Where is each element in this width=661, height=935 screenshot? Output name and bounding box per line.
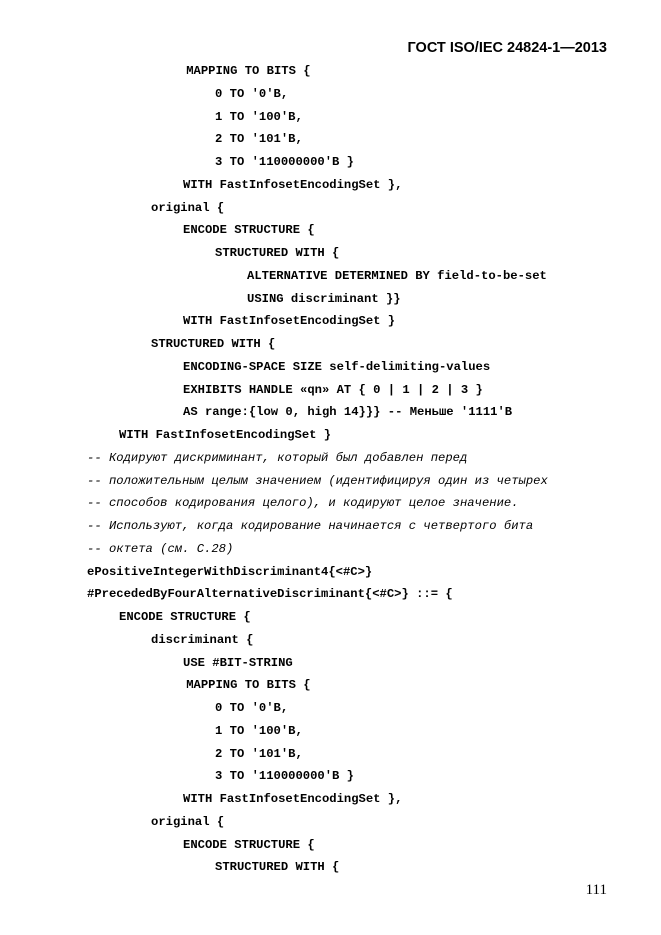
code-comment-line: -- положительным целым значением (идентифицируя один из четырех: [87, 473, 548, 488]
code-line: STRUCTURED WITH {: [151, 337, 276, 351]
code-line: 0 TO '0'B,: [215, 701, 289, 715]
code-line: WITH FastInfosetEncodingSet }: [119, 428, 332, 442]
code-line: ENCODE STRUCTURE {: [183, 837, 315, 852]
code-line: original {: [151, 814, 225, 829]
code-line: 0 TO '0'B,: [215, 86, 289, 101]
code-line: USING discriminant }}: [247, 291, 401, 306]
code-line: ENCODE STRUCTURE {: [119, 610, 251, 624]
code-line: ENCODE STRUCTURE {: [183, 223, 315, 238]
code-line: MAPPING TO BITS {: [186, 678, 311, 693]
code-comment-line: -- Используют, когда кодирование начинается с четвертого бита: [87, 519, 534, 533]
code-line: 1 TO '100'B,: [215, 723, 303, 738]
code-comment-line: -- Кодируют дискриминант, который был добавлен перед: [87, 450, 468, 465]
code-line: AS range:{low 0, high 14}}} -- Меньше '1111'B: [183, 405, 513, 420]
code-line: 3 TO '110000000'B }: [215, 769, 354, 784]
code-line: discriminant {: [151, 632, 254, 647]
code-line: STRUCTURED WITH {: [215, 860, 340, 875]
code-line: 2 TO '101'B,: [215, 132, 303, 147]
code-line: ePositiveIntegerWithDiscriminant4{<#C>}: [87, 564, 373, 579]
code-line: WITH FastInfosetEncodingSet }: [183, 314, 396, 329]
code-line: EXHIBITS HANDLE «qn» AT { 0 | 1 | 2 | 3 }: [183, 382, 483, 397]
code-comment-line: -- способов кодирования целого), и кодируют целое значение.: [87, 496, 519, 511]
code-line: #PrecededByFourAlternativeDiscriminant{<#C>} ::= {: [87, 587, 453, 602]
code-line: 1 TO '100'B,: [215, 109, 303, 124]
code-listing: [87, 60, 621, 879]
code-line: 3 TO '110000000'B }: [215, 155, 354, 169]
code-line: original {: [151, 200, 225, 215]
code-line: WITH FastInfosetEncodingSet },: [183, 792, 403, 806]
code-comment-line: -- октета (см. С.28): [87, 541, 234, 556]
code-line: MAPPING TO BITS {: [186, 64, 311, 78]
code-line: USE #BIT-STRING: [183, 655, 293, 670]
code-line: WITH FastInfosetEncodingSet },: [183, 177, 403, 192]
page-number: 111: [585, 882, 607, 898]
document-header: ГОСТ ISO/IEC 24824-1—2013: [407, 40, 607, 56]
code-line: ALTERNATIVE DETERMINED BY field-to-be-set: [247, 268, 547, 283]
code-line: ENCODING-SPACE SIZE self-delimiting-values: [183, 359, 491, 374]
code-line: 2 TO '101'B,: [215, 746, 303, 761]
code-line: STRUCTURED WITH {: [215, 246, 340, 260]
